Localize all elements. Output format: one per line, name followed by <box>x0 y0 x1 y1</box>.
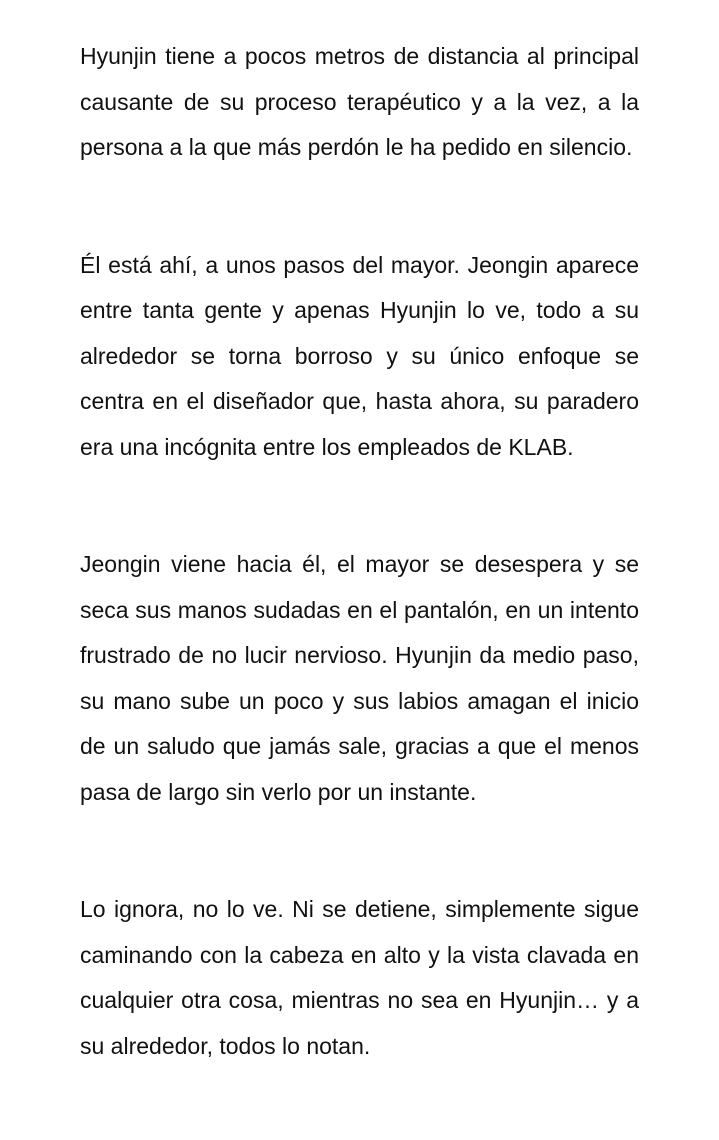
paragraph-1: Hyunjin tiene a pocos metros de distancia al principal causante de su proceso terapéutico y a la vez, a la persona a la que más perdón le ha pedido en silencio. <box>80 43 639 160</box>
paragraph-2: Él está ahí, a unos pasos del mayor. Jeongin aparece entre tanta gente y apenas Hyunjin lo ve, todo a su alrededor se torna borroso y su único enfoque se centra en el diseñador que, hasta ahora, su paradero era una incógnita entre los empleados de KLAB. <box>80 251 639 460</box>
paragraph-3: Jeongin viene hacia él, el mayor se desespera y se seca sus manos sudadas en el pantalón, en un intento frustrado de no lucir nervioso. Hyunjin da medio paso, su mano sube un poco y sus labios amagan el inicio de un saludo que jamás sale, gracias a que el menos pasa de largo sin verlo por un instante. <box>80 551 639 805</box>
paragraph-4: Lo ignora, no lo ve. Ni se detiene, simplemente sigue caminando con la cabeza en alto y la vista clavada en cualquier otra cosa, mientras no sea en Hyunjin… y a su alrededor, todos lo notan. <box>80 896 639 1059</box>
